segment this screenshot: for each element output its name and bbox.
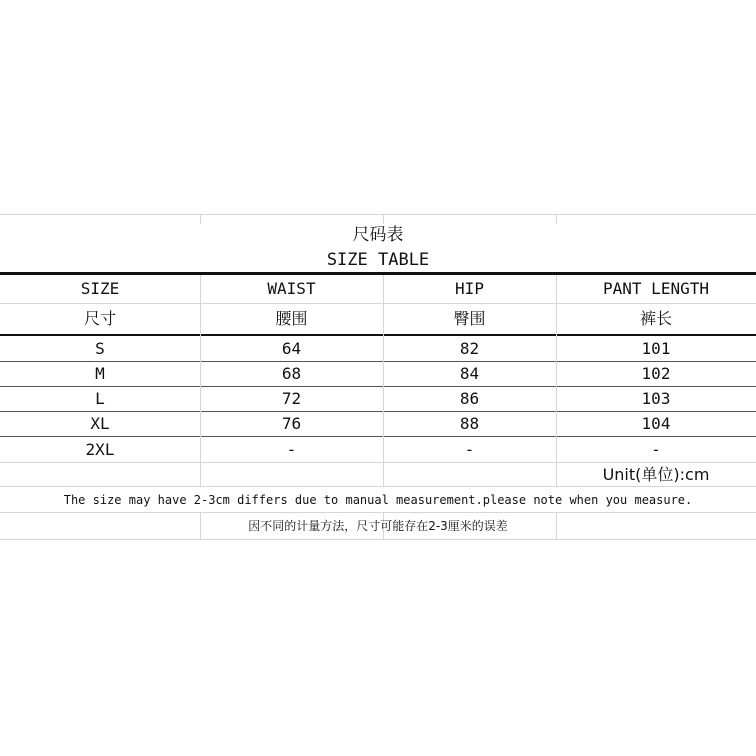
table-cell-length: -: [651, 439, 661, 459]
table-cell-waist: 72: [281, 389, 302, 408]
table-cell-size: S: [95, 338, 105, 358]
note-en: The size may have 2-3cm differs due to manual measurement.please note when you measure.: [63, 492, 693, 507]
table-cell-hip: 88: [459, 414, 480, 433]
header-waist-cn: 腰围: [275, 309, 308, 328]
header-size-cn: 尺寸: [83, 309, 116, 328]
header-pant-length-cn: 裤长: [639, 309, 672, 328]
note-cn: 因不同的计量方法，尺寸可能存在2-3厘米的误差: [248, 519, 508, 533]
table-cell-waist: 76: [281, 414, 302, 433]
table-cell-size: L: [95, 389, 105, 408]
title-en: SIZE TABLE: [326, 249, 430, 270]
header-hip-cn: 臀围: [453, 309, 486, 328]
table-cell-length: 104: [641, 414, 671, 433]
size-table: [0, 214, 756, 540]
header-pant-length: PANT LENGTH: [603, 279, 709, 298]
table-cell-hip: 86: [459, 389, 480, 408]
table-cell-length: 101: [641, 338, 671, 358]
header-waist: WAIST: [267, 279, 316, 298]
table-cell-waist: 68: [281, 364, 302, 383]
gridline: [0, 539, 756, 540]
table-cell-hip: -: [464, 439, 475, 459]
gridline: [0, 214, 756, 215]
title-cn: 尺码表: [352, 224, 404, 245]
unit-label: Unit(单位):cm: [602, 464, 710, 484]
table-cell-hip: 82: [459, 338, 480, 358]
table-cell-size: 2XL: [85, 439, 115, 459]
table-cell-size: XL: [90, 414, 110, 433]
table-cell-length: 103: [641, 389, 671, 408]
table-cell-size: M: [95, 364, 105, 383]
table-cell-length: 102: [641, 364, 671, 383]
gridline: [556, 214, 557, 224]
header-hip: HIP: [455, 279, 484, 298]
gridline: [383, 214, 384, 224]
table-cell-hip: 84: [459, 364, 480, 383]
table-cell-waist: -: [286, 439, 297, 459]
gridline: [200, 214, 201, 224]
table-cell-waist: 64: [281, 338, 302, 358]
header-size: SIZE: [80, 279, 120, 298]
